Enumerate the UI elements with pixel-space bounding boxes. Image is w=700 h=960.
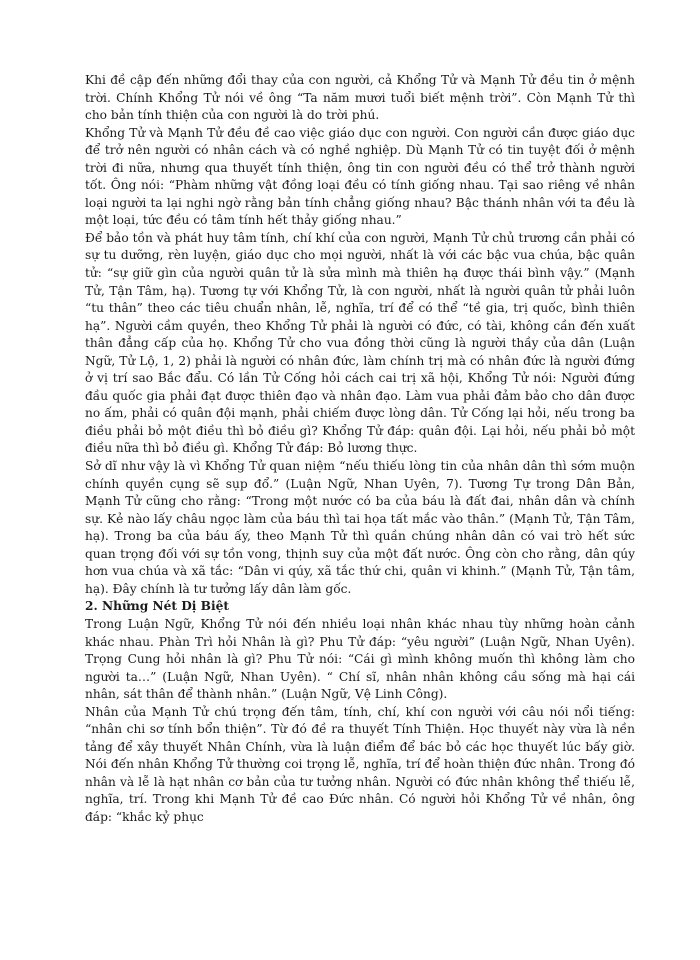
paragraph: Để bảo tồn và phát huy tâm tính, chí khí của con người, Mạnh Tử chủ trương cần phải có sự tu dưỡng, rèn luyện, giáo dục cho mọi người, nhất là với các bậc vua chúa, bậc quân tử: “sự giữ gìn của người quân tử là sửa mình mà thiên hạ được thái bình vậy.” (Mạnh Tử, Tận Tâm, hạ). Tương tự với Khổng Tử, là con người, nhất là người quân tử phải luôn “tu thân” theo các tiêu chuẩn nhân, lễ, nghĩa, trí để có thể “tề gia, trị quốc, bình thiên hạ”. Người cầm quyền, theo Khổng Tử phải là người có đức, có tài, không cần đến xuất thân đẳng cấp của họ. Khổng Tử cho vua đồng thời cũng là người thầy của dân (Luận Ngữ, Tử Lộ, 1, 2) phải là người có nhân đức, làm chính trị mà có nhân đức là người đứng ở vị trí sao Bắc đẩu. Có lần Tử Cống hỏi cách cai trị xã hội, Khổng Tử nói: Người đứng đầu quốc gia phải đạt được thiên đạo và nhân đạo. Làm vua phải đảm bảo cho dân được no ấm, phải có quân đội mạnh, phải chiếm được lòng dân. Tử Cống lại hỏi, nếu trong ba điều phải bỏ một điều thì bỏ điều gì? Khổng Tử đáp: quân đội. Lại hỏi, nếu phải bỏ một điều nữa thì bỏ điều gì. Khổng Tử đáp: Bỏ lương thực. bbox=[85, 230, 635, 456]
document-body bbox=[85, 72, 635, 827]
paragraph: Sở dĩ như vậy là vì Khổng Tử quan niệm “nếu thiếu lòng tin của nhân dân thì sớm muộn chính quyền cụng sẽ sụp đổ.” (Luận Ngữ, Nhan Uyên, 7). Tương Tự trong Dân Bản, Mạnh Tử cũng cho rằng: “Trong một nước có ba của báu là đất đai, nhân dân và chính sự. Kẻ nào lấy châu ngọc làm của báu thì tai họa tất mắc vào thân.” (Mạnh Tử, Tận Tâm, hạ). Trong ba của báu ấy, theo Mạnh Tử thì quần chúng nhân dân có vai trò hết sức quan trọng đối với sự tồn vong, thịnh suy của một đất nước. Ông còn cho rằng, dân qúy hơn vua chúa và xã tắc: “Dân vi qúy, xã tắc thứ chi, quân vi khinh.” (Mạnh Tử, Tận tâm, hạ). Đây chính là tư tưởng lấy dân làm gốc. bbox=[85, 459, 635, 596]
paragraph: Khi đề cập đến những đổi thay của con người, cả Khổng Tử và Mạnh Tử đều tin ở mệnh trời. Chính Khổng Tử nói về ông “Ta năm mươi tuổi biết mệnh trời”. Còn Mạnh Tử thì cho bản tính thiện của con người là do trời phú. bbox=[85, 73, 635, 123]
section-heading: 2. Những Nét Dị Biệt bbox=[85, 599, 229, 614]
paragraph: Trong Luận Ngữ, Khổng Tử nói đến nhiều loại nhân khác nhau tùy những hoàn cảnh khác nhau. Phàn Trì hỏi Nhân là gì? Phu Tử đáp: “yêu người” (Luận Ngữ, Nhan Uyên). Trọng Cung hỏi nhân là gì? Phu Tử nói: “Cái gì mình không muốn thì không làm cho người ta…” (Luận Ngữ, Nhan Uyên). “ Chí sĩ, nhân nhân không cầu sống mà hại cái nhân, sát thân để thành nhân.” (Luận Ngữ, Vệ Linh Công). bbox=[85, 616, 635, 702]
paragraph: Khổng Tử và Mạnh Tử đều đề cao việc giáo dục con người. Con người cần được giáo dục để trở nên người có nhân cách và có nghề nghiệp. Dù Mạnh Tử có tin tuyệt đối ở mệnh trời đi nữa, nhưng qua thuyết tính thiện, ông tin con người đều có thể trở thành người tốt. Ông nói: “Phàm những vật đồng loại đều có tính giống nhau. Tại sao riêng về nhân loại người ta lại nghi ngờ rằng bản tính chẳng giống nhau? Bậc thánh nhân với ta đều là một loại, tức đều có tâm tính hết thảy giống nhau.” bbox=[85, 125, 635, 228]
paragraph: Nhân của Mạnh Tử chú trọng đến tâm, tính, chí, khí con người với câu nói nổi tiếng: “nhân chi sơ tính bổn thiện”. Từ đó đề ra thuyết Tính Thiện. Học thuyết này vừa là nền tảng để xây thuyết Nhân Chính, vừa là luận điểm để bác bỏ các học thuyết lúc bấy giờ. Nói đến nhân Khổng Tử thường coi trọng lễ, nghĩa, trí để hoàn thiện đức nhân. Trong đó nhân và lễ là hạt nhân cơ bản của tư tưởng nhân. Người có đức nhân không thể thiếu lễ, nghĩa, trí. Trong khi Mạnh Tử đề cao Đức nhân. Có người hỏi Khổng Tử về nhân, ông đáp: “khắc kỷ phục bbox=[85, 704, 635, 824]
